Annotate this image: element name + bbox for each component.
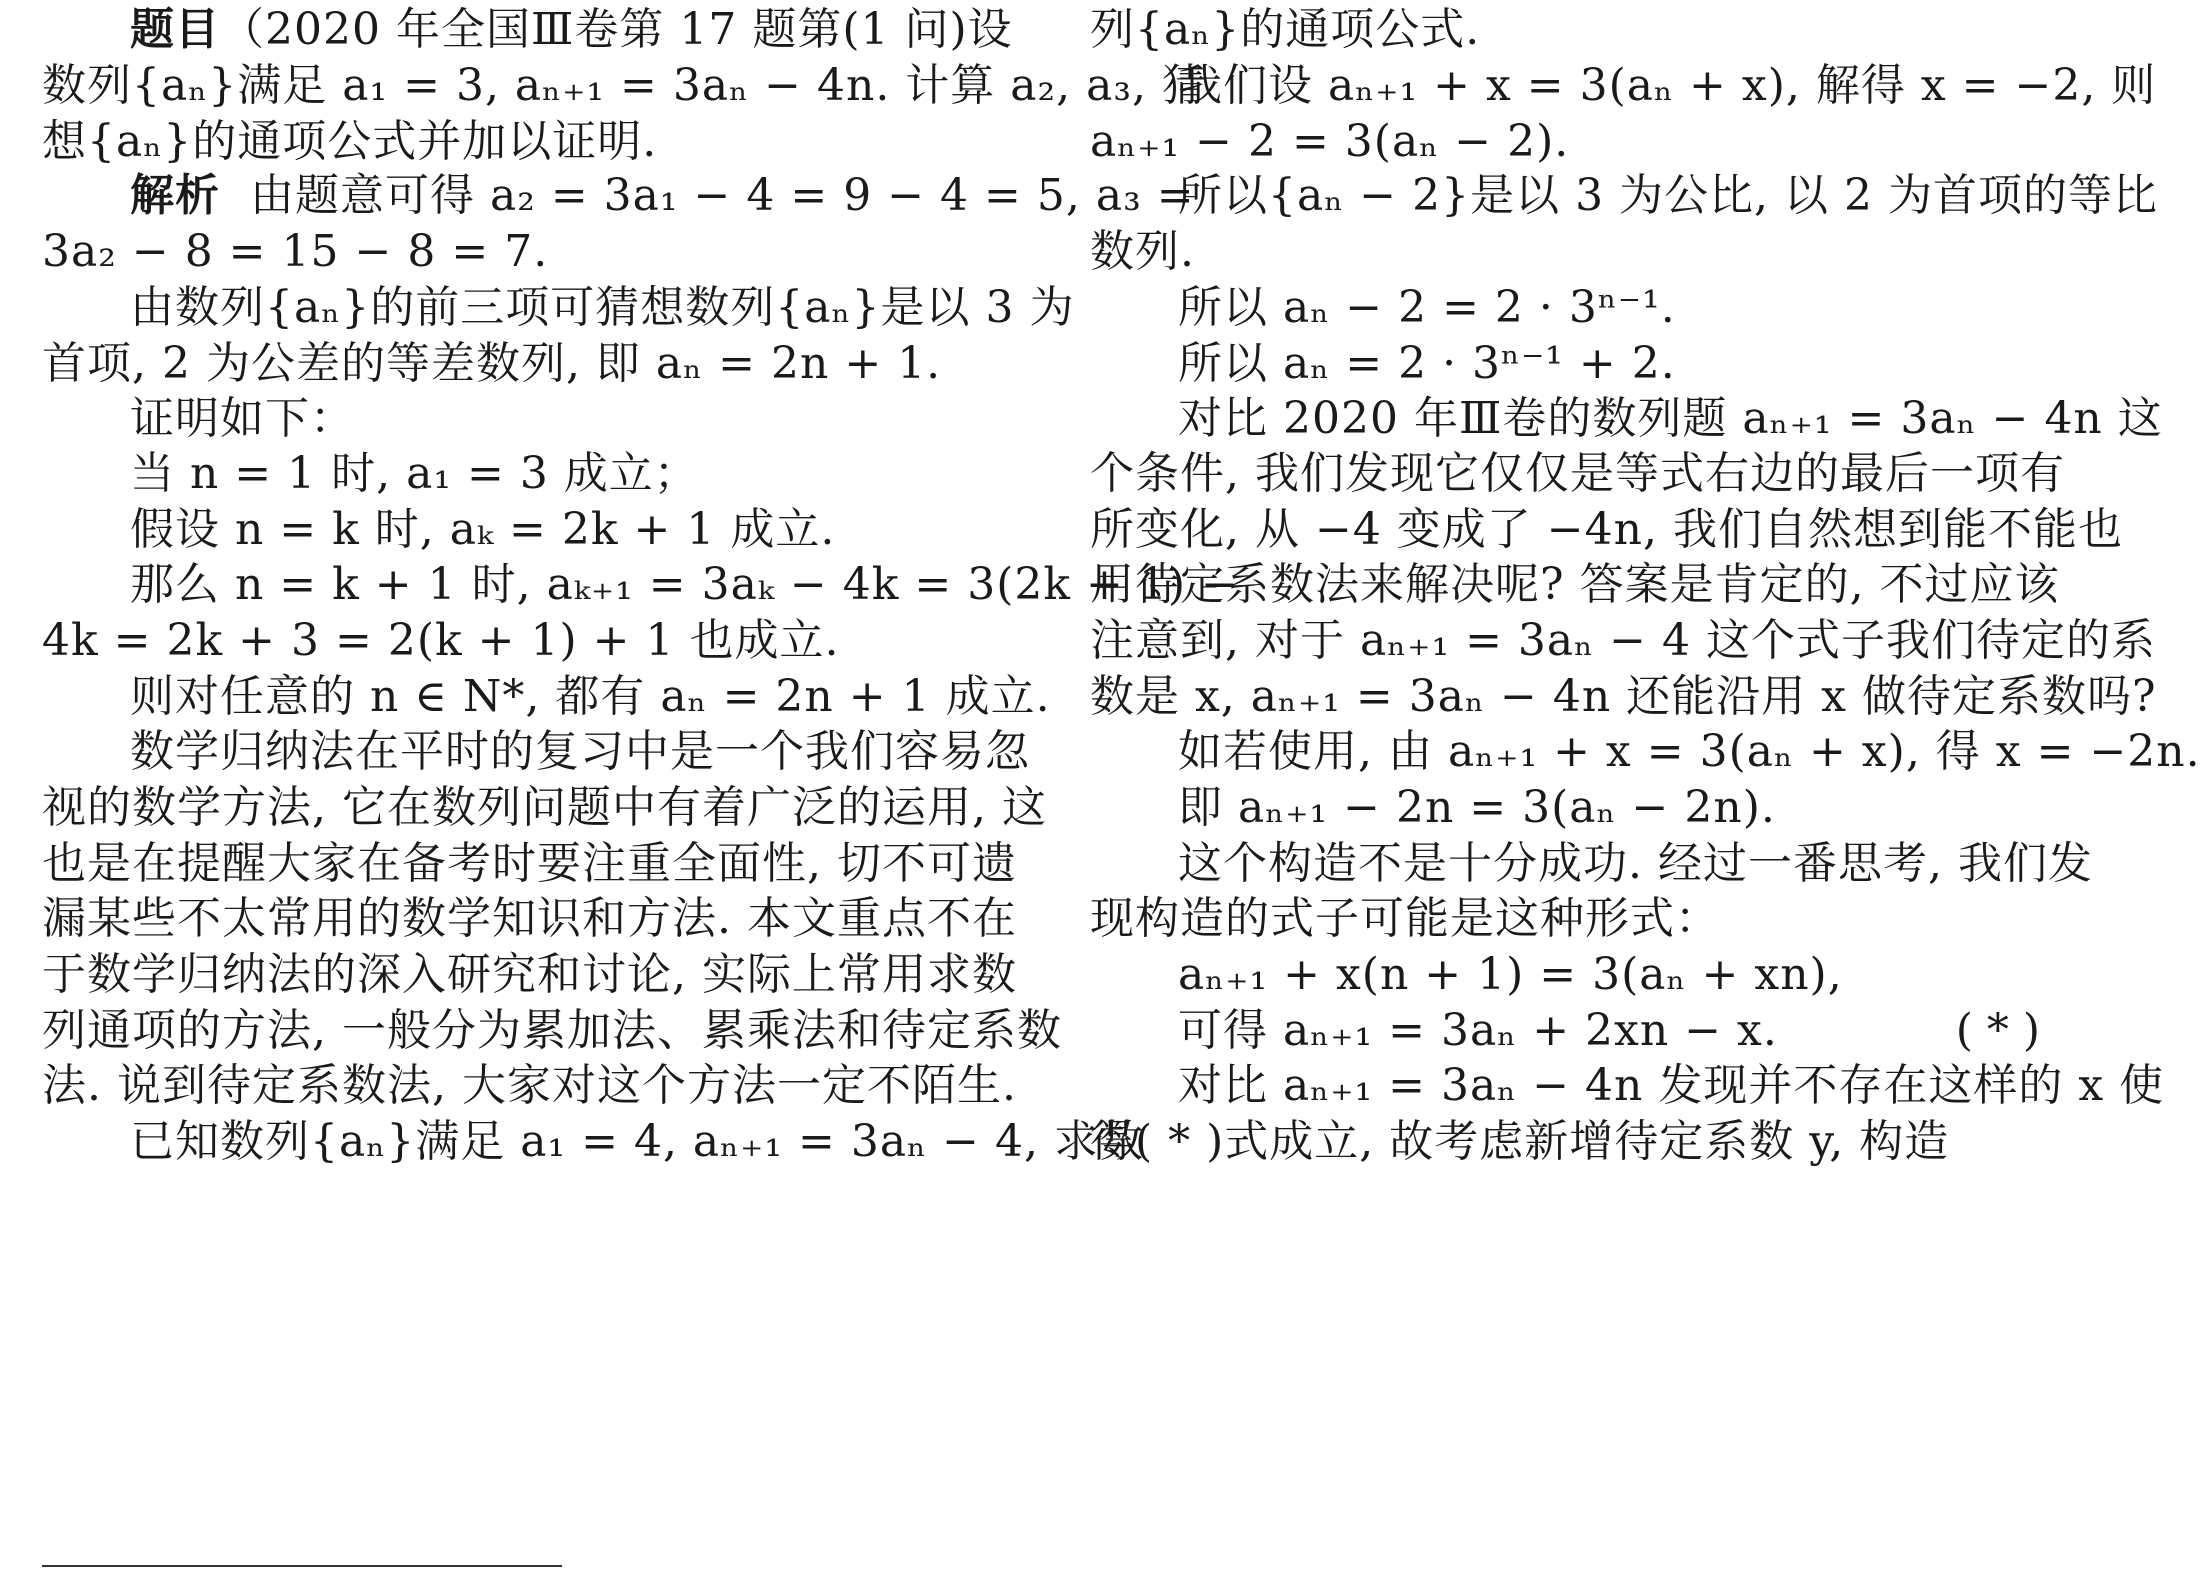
paragraph-line: 漏某些不太常用的数学知识和方法. 本文重点不在 xyxy=(42,893,1017,944)
paragraph-line: 这个构造不是十分成功. 经过一番思考, 我们发 xyxy=(1178,838,2093,889)
paragraph-line: 注意到, 对于 aₙ₊₁ = 3aₙ − 4 这个式子我们待定的系 xyxy=(1090,615,2157,666)
paragraph-line: 现构造的式子可能是这种形式： xyxy=(1090,893,1720,944)
paragraph-line: 数列. xyxy=(1090,226,1195,277)
proof-conclusion: 则对任意的 n ∈ N*, 都有 aₙ = 2n + 1 成立. xyxy=(130,671,1051,722)
equation-line: aₙ₊₁ − 2 = 3(aₙ − 2). xyxy=(1090,116,1570,167)
equation-line: 所以 aₙ = 2 · 3ⁿ⁻¹ + 2. xyxy=(1178,338,1676,389)
paragraph-line: 对比 2020 年Ⅲ卷的数列题 aₙ₊₁ = 3aₙ − 4n 这 xyxy=(1178,393,2163,444)
paragraph-line: 于数学归纳法的深入研究和讨论, 实际上常用求数 xyxy=(42,949,1017,1000)
paragraph-line: 所变化, 从 −4 变成了 −4n, 我们自然想到能不能也 xyxy=(1090,504,2123,555)
paragraph-line: 视的数学方法, 它在数列问题中有着广泛的运用, 这 xyxy=(42,782,1047,833)
analysis-text-1: 由题意可得 a₂ = 3a₁ − 4 = 9 − 4 = 5, a₃ = xyxy=(249,170,1195,221)
problem-line-1 xyxy=(130,0,1013,60)
paragraph-line: 列{aₙ}的通项公式. xyxy=(1090,4,1481,55)
equation-line: aₙ₊₁ + x(n + 1) = 3(aₙ + xn), xyxy=(1178,949,1843,1000)
proof-base-case: 当 n = 1 时, a₁ = 3 成立； xyxy=(130,448,699,499)
equation-marker: ( * ) xyxy=(1955,1005,2040,1056)
analysis-label: 解析 xyxy=(130,170,220,221)
paragraph-line: 个条件, 我们发现它仅仅是等式右边的最后一项有 xyxy=(1090,448,2065,499)
paragraph-line: 数学归纳法在平时的复习中是一个我们容易忽 xyxy=(130,726,1030,777)
equation-line: 可得 aₙ₊₁ = 3aₙ + 2xn − x. xyxy=(1178,1005,1778,1056)
analysis-line-2: 3a₂ − 8 = 15 − 8 = 7. xyxy=(42,226,549,277)
paragraph-line: 已知数列{aₙ}满足 a₁ = 4, aₙ₊₁ = 3aₙ − 4, 求数 xyxy=(130,1116,1144,1167)
problem-label: 题目 xyxy=(130,4,220,55)
footnote-divider xyxy=(42,1565,562,1567)
problem-line-3: 想{aₙ}的通项公式并加以证明. xyxy=(42,116,658,167)
equation-line: 所以 aₙ − 2 = 2 · 3ⁿ⁻¹. xyxy=(1178,282,1676,333)
proof-step-2: 4k = 2k + 3 = 2(k + 1) + 1 也成立. xyxy=(42,615,840,666)
paragraph-line: 用待定系数法来解决呢? 答案是肯定的, 不过应该 xyxy=(1090,559,2060,610)
paragraph-line: 列通项的方法, 一般分为累加法、累乘法和待定系数 xyxy=(42,1005,1062,1056)
analysis-line-1 xyxy=(130,166,1195,226)
problem-text-1: （2020 年全国Ⅲ卷第 17 题第(1 问)设 xyxy=(220,4,1013,55)
paragraph-line: 数是 x, aₙ₊₁ = 3aₙ − 4n 还能沿用 x 做待定系数吗? xyxy=(1090,671,2157,722)
paragraph-line: 我们设 aₙ₊₁ + x = 3(aₙ + x), 解得 x = −2, 则 xyxy=(1178,60,2157,111)
paragraph-line: 对比 aₙ₊₁ = 3aₙ − 4n 发现并不存在这样的 x 使 xyxy=(1178,1060,2165,1111)
equation-line: 即 aₙ₊₁ − 2n = 3(aₙ − 2n). xyxy=(1178,782,1776,833)
paragraph-line: 由数列{aₙ}的前三项可猜想数列{aₙ}是以 3 为 xyxy=(130,282,1075,333)
paragraph-line: 法. 说到待定系数法, 大家对这个方法一定不陌生. xyxy=(42,1060,1017,1111)
paragraph-line: 所以{aₙ − 2}是以 3 为公比, 以 2 为首项的等比 xyxy=(1178,170,2158,221)
paragraph-line: 首项, 2 为公差的等差数列, 即 aₙ = 2n + 1. xyxy=(42,338,942,389)
proof-hypothesis: 假设 n = k 时, aₖ = 2k + 1 成立. xyxy=(130,504,836,555)
proof-step-1: 那么 n = k + 1 时, aₖ₊₁ = 3aₖ − 4k = 3(2k + 1) − xyxy=(130,559,1239,610)
proof-heading: 证明如下： xyxy=(130,393,355,444)
paragraph-line: 如若使用, 由 aₙ₊₁ + x = 3(aₙ + x), 得 x = −2n. xyxy=(1178,726,2201,777)
paragraph-line: 得( * )式成立, 故考虑新增待定系数 y, 构造 xyxy=(1090,1116,1950,1167)
paragraph-line: 也是在提醒大家在备考时要注重全面性, 切不可遗 xyxy=(42,838,1017,889)
problem-line-2: 数列{aₙ}满足 a₁ = 3, aₙ₊₁ = 3aₙ − 4n. 计算 a₂, a₃, 猜 xyxy=(42,60,1207,111)
